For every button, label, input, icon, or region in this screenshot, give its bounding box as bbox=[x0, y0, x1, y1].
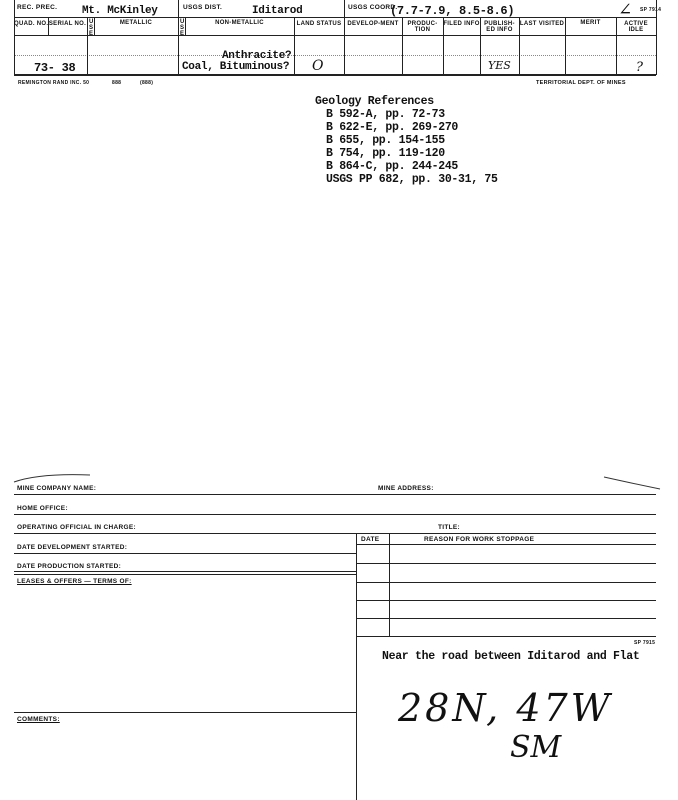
geology-ref-item: B 754, pp. 119-120 bbox=[326, 147, 445, 160]
handwritten-check-mark: ∠ bbox=[618, 0, 633, 20]
col-metallic: METALLIC bbox=[119, 20, 153, 26]
date-development-label: DATE DEVELOPMENT STARTED: bbox=[17, 544, 128, 551]
geology-ref-item: B 655, pp. 154-155 bbox=[326, 134, 445, 147]
form-code-back: SP 7915 bbox=[634, 640, 656, 646]
col-use-metallic: U S E bbox=[89, 19, 94, 37]
col-non-metallic: NON-METALLIC bbox=[215, 20, 264, 26]
mine-address-label: MINE ADDRESS: bbox=[378, 485, 434, 492]
handwritten-initials: SM bbox=[510, 730, 562, 765]
usgs-dist-value: Iditarod bbox=[252, 5, 303, 17]
printer-imprint: REMINGTON RAND INC. 50 bbox=[18, 80, 90, 86]
usgs-coord-label: USGS COORD. bbox=[348, 4, 398, 11]
col-land-status: LAND STATUS bbox=[296, 21, 342, 27]
form-code-front: SP 7914 bbox=[640, 7, 662, 13]
active-idle-value: ? bbox=[636, 60, 643, 75]
operating-official-label: OPERATING OFFICIAL IN CHARGE: bbox=[17, 524, 136, 531]
non-metallic-value-2: Coal, Bituminous? bbox=[182, 61, 290, 73]
usgs-dist-label: USGS DIST. bbox=[183, 4, 223, 11]
col-filed-info: FILED INFO bbox=[443, 21, 480, 27]
published-info-value: YES bbox=[488, 59, 511, 72]
col-active-idle: ACTIVE IDLE bbox=[624, 21, 648, 33]
geology-ref-item: B 622-E, pp. 269-270 bbox=[326, 121, 459, 134]
geology-ref-item: B 592-A, pp. 72-73 bbox=[326, 108, 445, 121]
handwritten-location: 28N, 47W bbox=[398, 686, 613, 730]
col-quad-no: QUAD. NO. bbox=[14, 21, 49, 27]
col-production: PRODUC-TION bbox=[407, 21, 438, 33]
rec-prec-value: Mt. McKinley bbox=[82, 5, 158, 17]
rec-prec-label: REC. PREC. bbox=[17, 4, 58, 11]
mine-company-name-label: MINE COMPANY NAME: bbox=[17, 485, 97, 492]
col-development: DEVELOP-MENT bbox=[347, 21, 399, 27]
imprint-code-1: 888 bbox=[112, 80, 122, 86]
col-published-info: PUBLISH-ED INFO bbox=[484, 21, 515, 33]
date-production-label: DATE PRODUCTION STARTED: bbox=[17, 563, 122, 570]
non-metallic-value-1: Anthracite? bbox=[222, 50, 292, 62]
geology-ref-item: B 864-C, pp. 244-245 bbox=[326, 160, 459, 173]
quad-serial-value: 73- 38 bbox=[34, 61, 76, 75]
agency-imprint: TERRITORIAL DEPT. OF MINES bbox=[536, 80, 626, 86]
col-serial-no: SERIAL NO. bbox=[48, 21, 87, 27]
card-edge-curve bbox=[0, 465, 678, 495]
comments-label: COMMENTS: bbox=[17, 716, 60, 723]
date-column-header: DATE bbox=[361, 536, 380, 543]
usgs-coord-value: (7.7-7.9, 8.5-8.6) bbox=[390, 4, 515, 18]
geology-references bbox=[315, 95, 498, 186]
title-label: TITLE: bbox=[438, 524, 461, 531]
col-use-nonmetallic: U S E bbox=[180, 19, 185, 37]
location-note: Near the road between Iditarod and Flat bbox=[382, 650, 640, 663]
col-merit: MERIT bbox=[580, 20, 601, 26]
reason-column-header: REASON FOR WORK STOPPAGE bbox=[424, 536, 535, 543]
geology-ref-item: USGS PP 682, pp. 30-31, 75 bbox=[326, 173, 498, 186]
home-office-label: HOME OFFICE: bbox=[17, 505, 68, 512]
imprint-code-2: (888) bbox=[140, 80, 154, 86]
col-last-visited: LAST VISITED bbox=[519, 21, 565, 27]
leases-label: LEASES & OFFERS — TERMS OF: bbox=[17, 578, 132, 585]
geology-heading: Geology References bbox=[315, 95, 434, 108]
land-status-value: O bbox=[312, 58, 324, 74]
